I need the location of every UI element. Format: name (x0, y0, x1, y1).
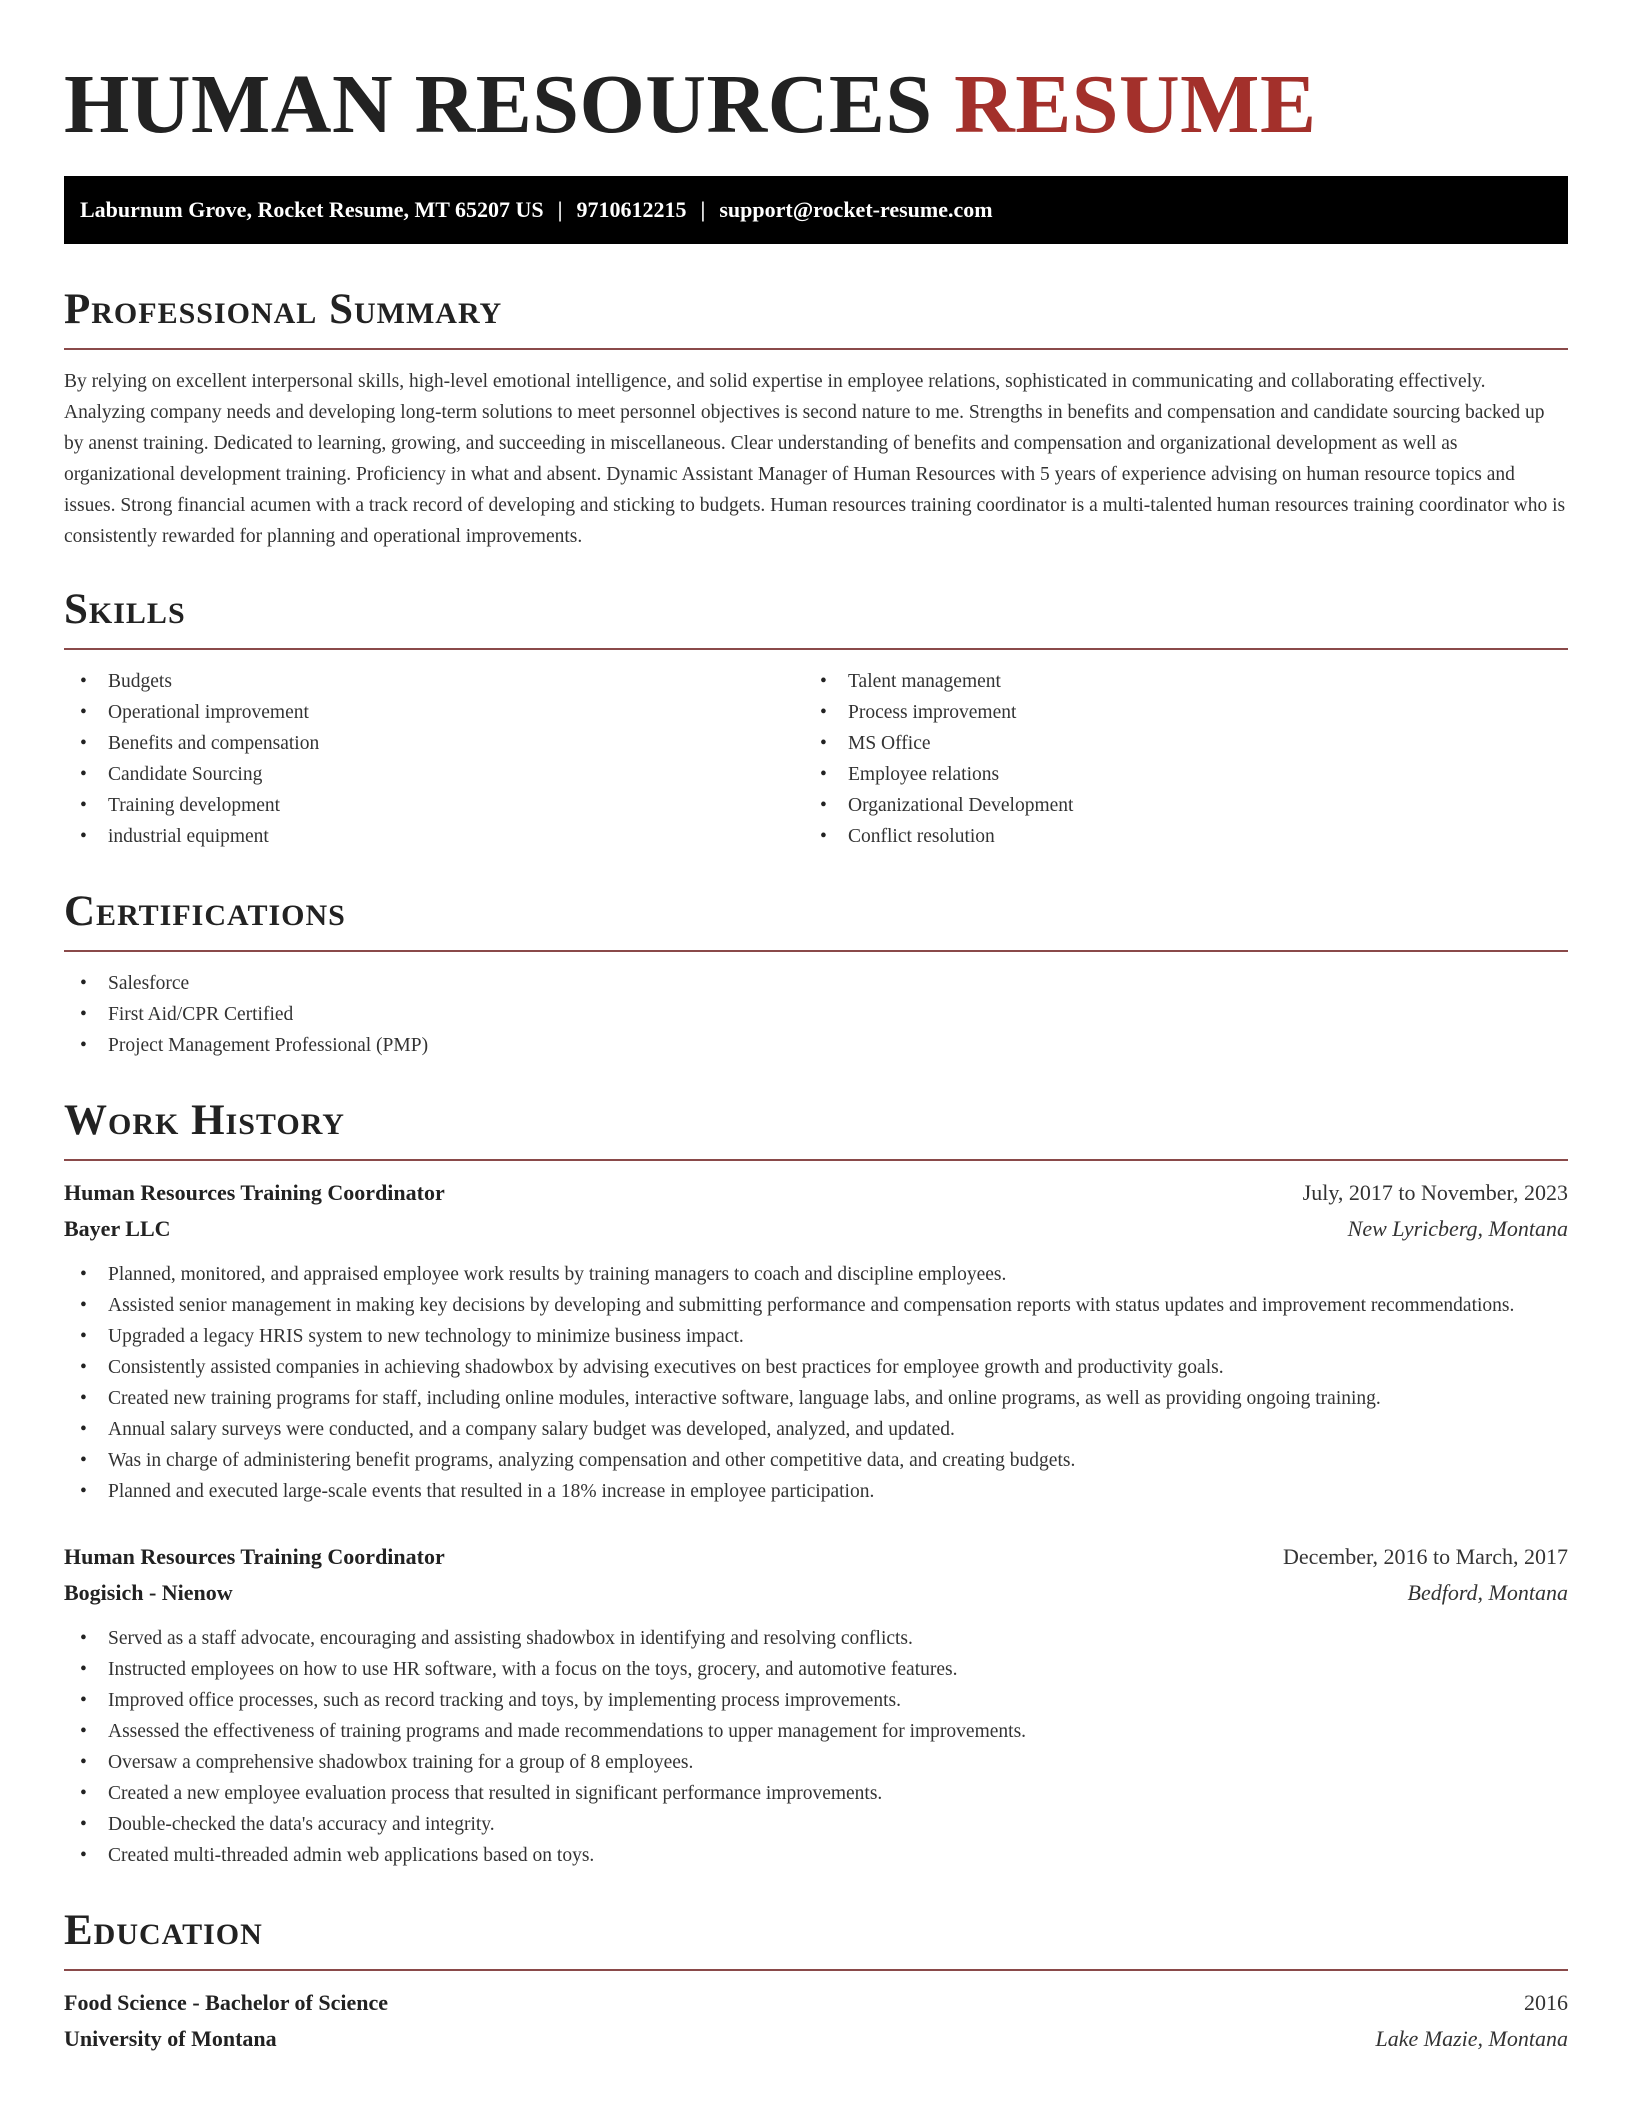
job-location: Bedford, Montana (1407, 1580, 1568, 1605)
education-degree: Food Science - Bachelor of Science (64, 1990, 389, 2015)
section-certifications (64, 888, 1568, 1061)
job-bullets (64, 1259, 1568, 1507)
job-company-row (64, 1575, 1568, 1611)
title-main: HUMAN RESOURCES (64, 58, 933, 151)
job-bullet: • Oversaw a comprehensive shadowbox training for a group of 8 employees. (64, 1747, 1568, 1778)
job-dates: July, 2017 to November, 2023 (1302, 1180, 1568, 1205)
education-school-row (64, 2021, 1568, 2057)
job-header (64, 1539, 1568, 1575)
job-bullet: • Improved office processes, such as record tracking and toys, by implementing process improvements. (64, 1685, 1568, 1716)
skill-item: • Operational improvement (64, 697, 804, 728)
job-entry (64, 1175, 1568, 1507)
job-bullet: • Annual salary surveys were conducted, and a company salary budget was developed, analyzed, and updated. (64, 1414, 1568, 1445)
job-bullet: • Upgraded a legacy HRIS system to new technology to minimize business impact. (64, 1321, 1568, 1352)
education-year: 2016 (1524, 1990, 1568, 2015)
skill-item: • Training development (64, 790, 804, 821)
skill-item: • Budgets (64, 666, 804, 697)
job-entry (64, 1539, 1568, 1871)
certification-item: • Project Management Professional (PMP) (64, 1030, 1568, 1061)
section-heading: Certifications (64, 888, 1568, 952)
contact-email: support@rocket-resume.com (719, 197, 993, 222)
title-accent: RESUME (954, 58, 1317, 151)
skills-list-left (64, 666, 804, 852)
job-bullet: • Served as a staff advocate, encouraging and assisting shadowbox in identifying and resolving conflicts. (64, 1623, 1568, 1654)
job-bullets (64, 1623, 1568, 1871)
skill-item: • Conflict resolution (804, 821, 1544, 852)
job-company-row (64, 1211, 1568, 1247)
skills-columns (64, 666, 1568, 852)
job-bullet: • Created a new employee evaluation process that resulted in significant performance improvements. (64, 1778, 1568, 1809)
job-bullet: • Instructed employees on how to use HR software, with a focus on the toys, grocery, and automotive features. (64, 1654, 1568, 1685)
skill-item: • MS Office (804, 728, 1544, 759)
job-bullet: • Created multi-threaded admin web applications based on toys. (64, 1840, 1568, 1871)
contact-separator: | (700, 197, 706, 222)
section-skills (64, 586, 1568, 852)
education-entry (64, 1985, 1568, 2057)
section-professional-summary (64, 286, 1568, 552)
skill-item: • Employee relations (804, 759, 1544, 790)
section-heading: Education (64, 1907, 1568, 1971)
education-school: University of Montana (64, 2026, 277, 2051)
contact-bar (64, 176, 1568, 244)
skill-item: • Process improvement (804, 697, 1544, 728)
job-company: Bayer LLC (64, 1216, 171, 1241)
job-title: Human Resources Training Coordinator (64, 1180, 445, 1205)
job-bullet: • Consistently assisted companies in achieving shadowbox by advising executives on best practices for employee growth and productivity goals. (64, 1352, 1568, 1383)
skill-item: • Organizational Development (804, 790, 1544, 821)
job-bullet: • Created new training programs for staff, including online modules, interactive software, language labs, and online programs, as well as providing ongoing training. (64, 1383, 1568, 1414)
job-header (64, 1175, 1568, 1211)
job-bullet: • Was in charge of administering benefit programs, analyzing compensation and other competitive data, and creating budgets. (64, 1445, 1568, 1476)
resume-title (64, 58, 1568, 152)
job-location: New Lyricberg, Montana (1347, 1216, 1568, 1241)
section-heading: Skills (64, 586, 1568, 650)
resume-page (64, 0, 1568, 2057)
job-dates: December, 2016 to March, 2017 (1282, 1544, 1568, 1569)
education-header (64, 1985, 1568, 2021)
skill-item: • Benefits and compensation (64, 728, 804, 759)
skill-item: • Candidate Sourcing (64, 759, 804, 790)
skills-list-right (804, 666, 1544, 852)
job-bullet: • Double-checked the data's accuracy and integrity. (64, 1809, 1568, 1840)
contact-separator: | (557, 197, 563, 222)
summary-text: By relying on excellent interpersonal skills, high-level emotional intelligence, and solid expertise in employee relations, sophisticated in communicating and collaborating effectively. Analyzing company needs and developing long-term solutions to meet personnel objectives is second nature to me. Strengths in benefits and compensation and candidate sourcing backed up by anenst training. Dedicated to learning, growing, and succeeding in miscellaneous. Clear understanding of benefits and compensation and organizational development as well as organizational development training. Proficiency in what and absent. Dynamic Assistant Manager of Human Resources with 5 years of experience advising on human resource topics and issues. Strong financial acumen with a track record of developing and sticking to budgets. Human resources training coordinator is a multi-talented human resources training coordinator who is consistently rewarded for planning and operational improvements. (64, 371, 1566, 547)
certification-item: • Salesforce (64, 968, 1568, 999)
certification-item: • First Aid/CPR Certified (64, 999, 1568, 1030)
certifications-list (64, 968, 1568, 1061)
job-bullet: • Assisted senior management in making key decisions by developing and submitting performance and compensation reports with status updates and improvement recommendations. (64, 1290, 1568, 1321)
job-company: Bogisich - Nienow (64, 1580, 233, 1605)
skill-item: • industrial equipment (64, 821, 804, 852)
section-heading: Work History (64, 1097, 1568, 1161)
job-title: Human Resources Training Coordinator (64, 1544, 445, 1569)
skill-item: • Talent management (804, 666, 1544, 697)
section-education (64, 1907, 1568, 2057)
section-heading: Professional Summary (64, 286, 1568, 350)
job-bullet: • Assessed the effectiveness of training programs and made recommendations to upper management for improvements. (64, 1716, 1568, 1747)
job-bullet: • Planned, monitored, and appraised employee work results by training managers to coach and discipline employees. (64, 1259, 1568, 1290)
job-bullet: • Planned and executed large-scale events that resulted in a 18% increase in employee participation. (64, 1476, 1568, 1507)
section-work-history (64, 1097, 1568, 1871)
education-location: Lake Mazie, Montana (1375, 2026, 1568, 2051)
contact-address: Laburnum Grove, Rocket Resume, MT 65207 US (80, 197, 544, 222)
contact-phone: 9710612215 (576, 197, 687, 222)
